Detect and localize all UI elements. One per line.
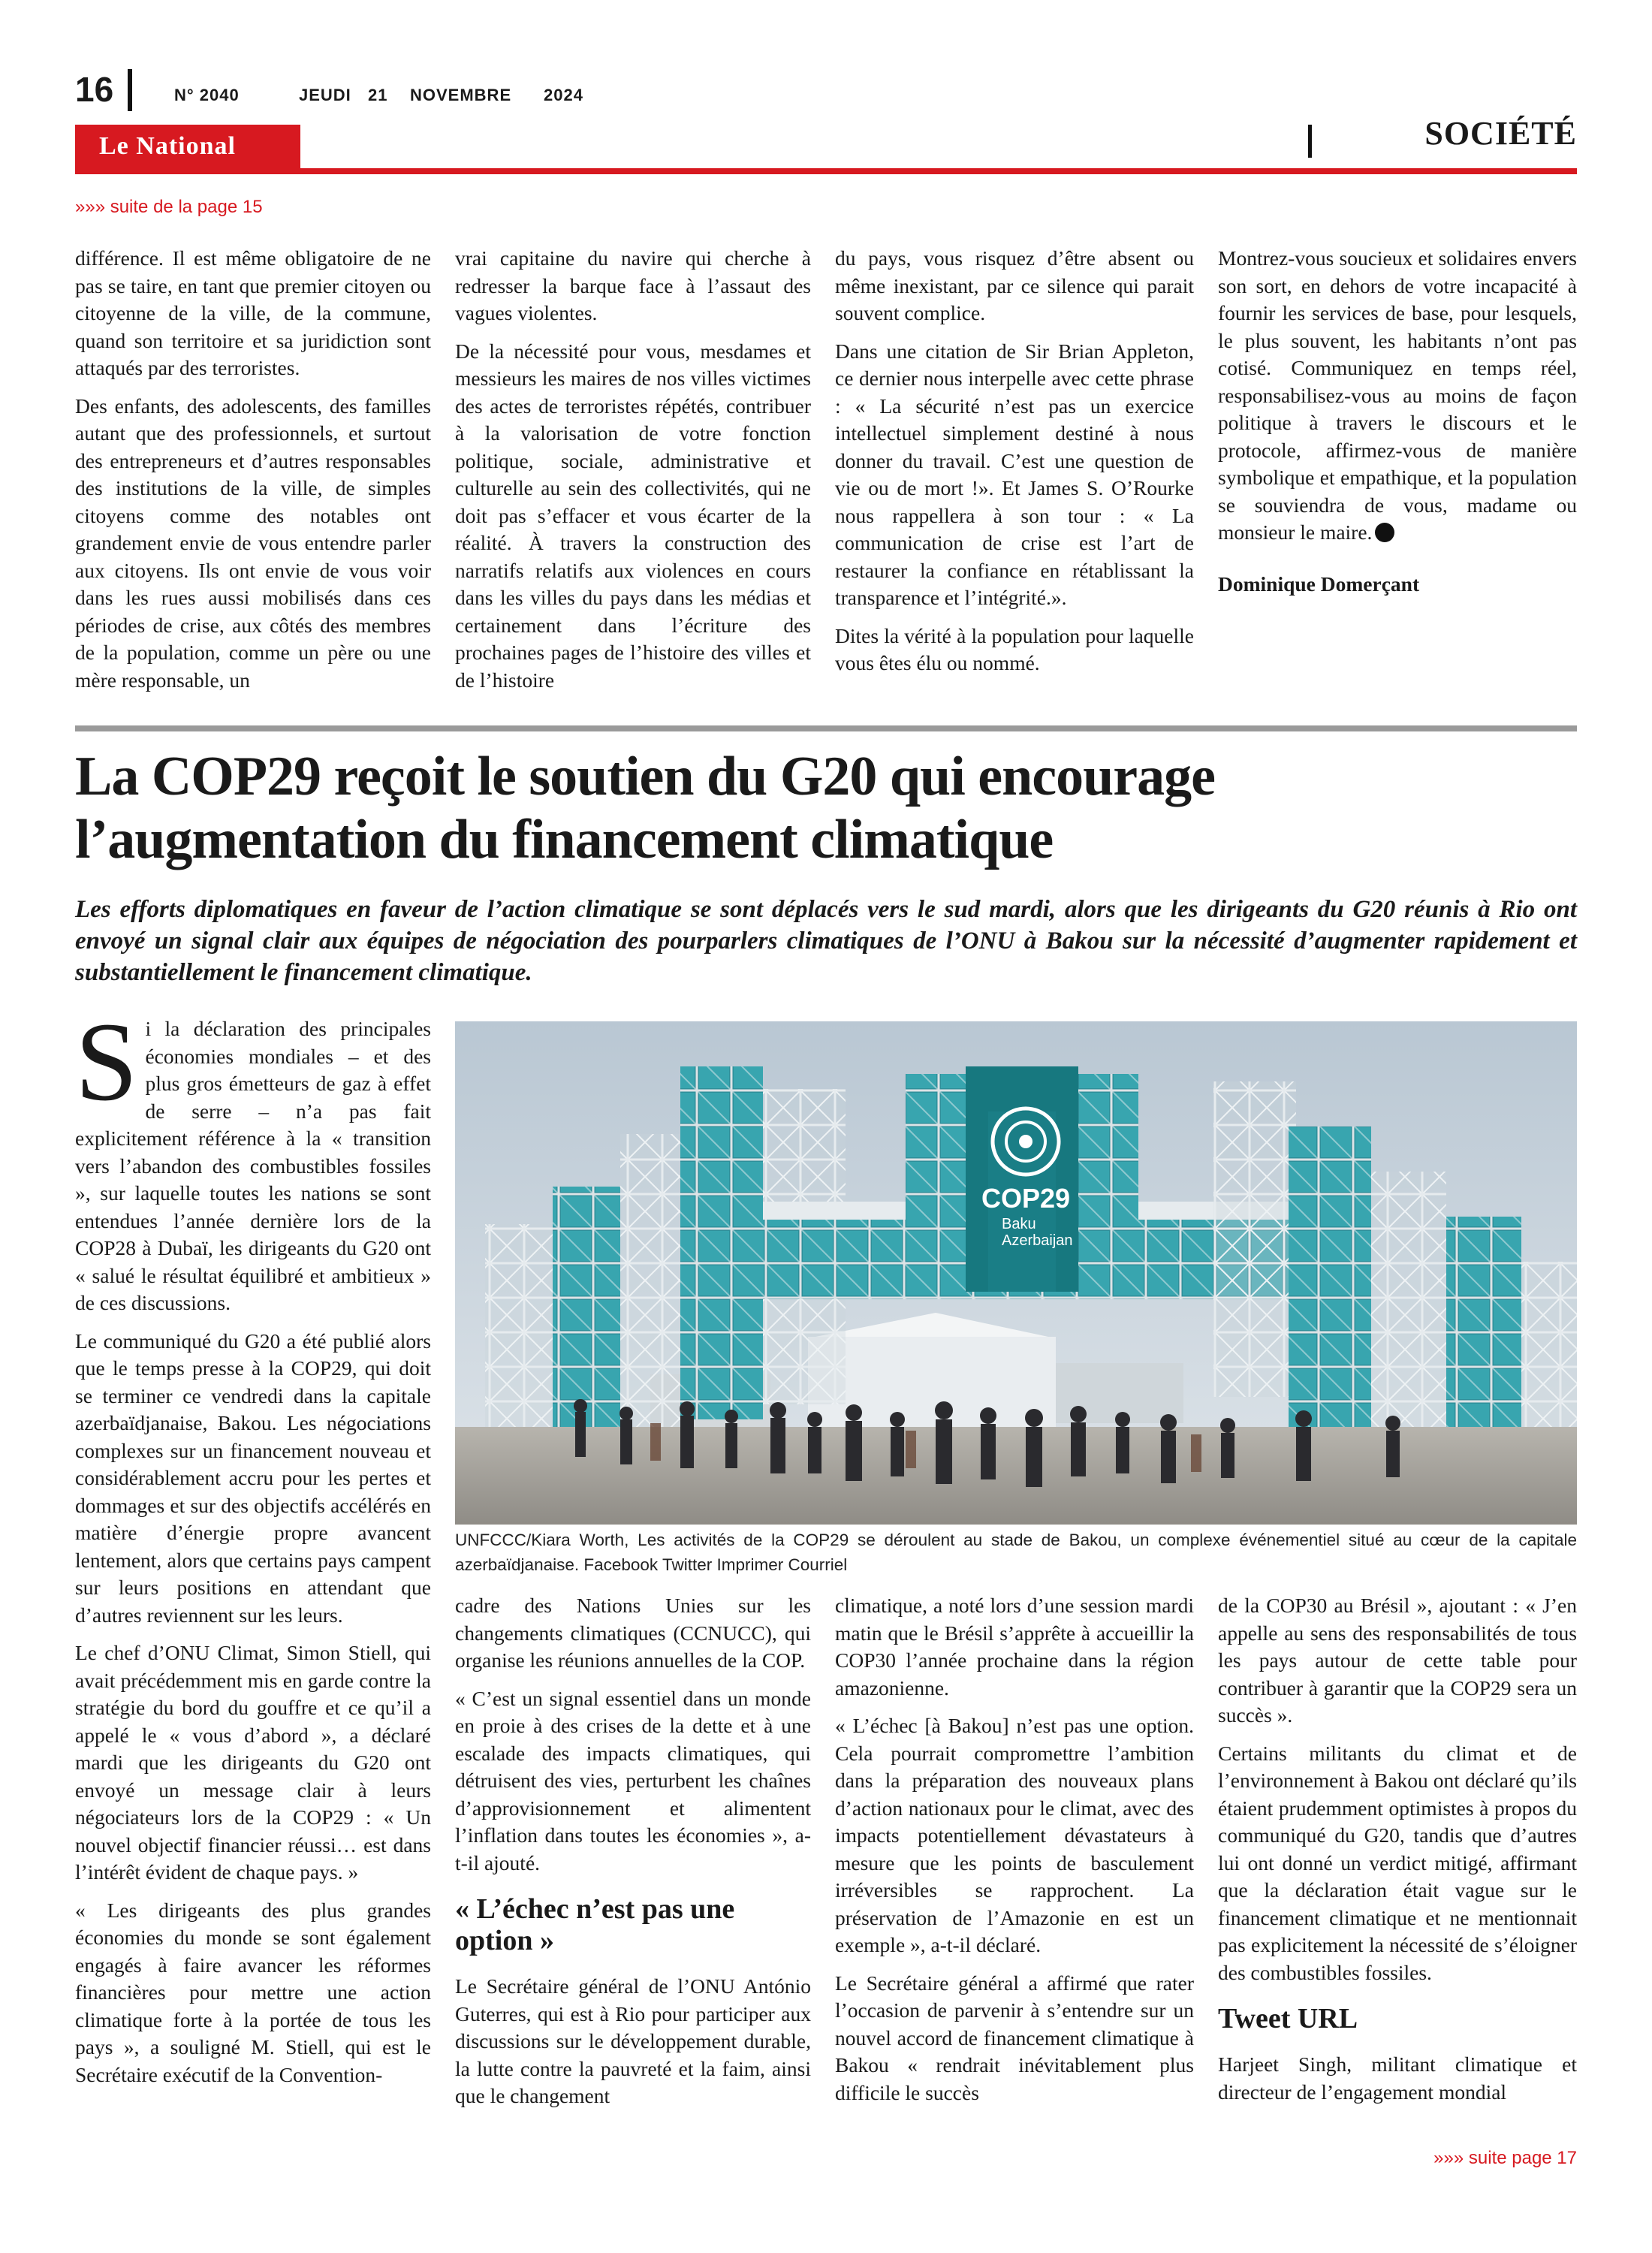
paragraph: de la COP30 au Brésil », ajoutant : « J’en appelle au sens des responsabilités de tous les pays autour de cette table pour contribuer à garantir que la COP29 sera un succès ». bbox=[1218, 1594, 1577, 1727]
prev-article-column-2 bbox=[455, 245, 811, 704]
article-column-4 bbox=[1218, 1592, 1577, 2116]
paragraph: Dites la vérité à la population pour laquelle vous êtes élu ou nommé. bbox=[835, 623, 1194, 674]
paragraph: différence. Il est même obligatoire de ne pas se taire, en tant que premier citoyen ou citoyenne de la ville, de la commune, quand son territoire et sa juridiction sont attaqués par des terroristes. bbox=[75, 246, 431, 379]
article-column-1 bbox=[75, 1000, 431, 2099]
continued-from-link[interactable]: »»» suite de la page 15 bbox=[75, 197, 263, 217]
author-signature: Dominique Domerçant bbox=[1218, 572, 1420, 596]
paragraph: du pays, vous risquez d’être absent ou même inexistant, par ce silence qui parait souvent complice. bbox=[835, 246, 1194, 324]
issue-day: JEUDI bbox=[299, 86, 351, 104]
header-rule bbox=[75, 168, 1577, 174]
paragraph: Certains militants du climat et de l’environnement à Bakou ont déclaré qu’ils étaient prudemment optimistes à propos du communiqué du G20, tandis que d’autres lui ont donné un verdict mitigé, affirmant que la déclaration était vague sur le financement climatique et ne mentionnait pas explicitement la nécessité de s’éloigner des combustibles fossiles. bbox=[1218, 1741, 1577, 1984]
issue-month: NOVEMBRE bbox=[410, 86, 512, 104]
paragraph-text: i la déclaration des principales économies mondiales – et des plus gros émetteurs de gaz à effet de serre – n’a pas fait explicitement référence à la « transition vers l’abandon des combustibles fossiles », sur laquelle toutes les nations se sont entendues l’année dernière lors de la COP28 à Dubaï, les dirigeants du G20 ont « salué le résultat équilibré et ambitieux » de ces discussions. bbox=[75, 1017, 431, 1314]
paragraph: Dans une citation de Sir Brian Appleton, ce dernier nous interpelle avec cette phrase : « La sécurité n’est pas un exercice intellectuel simplement destiné à nous donner du travail. C’est une question de vie ou de mort !». Et James S. O’Rourke nous rappellera à son tour : « La communication de crise est l’art de restaurer la confiance en rétablissant la transparence et l’intégrité.». bbox=[835, 339, 1194, 609]
article-column-3 bbox=[835, 1592, 1194, 2117]
section-title: SOCIÉTÉ bbox=[1424, 115, 1577, 152]
prev-article-column-3 bbox=[835, 245, 1194, 688]
paragraph: Harjeet Singh, militant climatique et directeur de l’engagement mondial bbox=[1218, 2052, 1577, 2104]
prev-article-column-1 bbox=[75, 245, 431, 704]
end-mark-icon bbox=[1375, 523, 1394, 542]
page-number-divider bbox=[128, 69, 132, 111]
paragraph bbox=[75, 1000, 431, 1317]
paragraph: cadre des Nations Unies sur les changements climatiques (CCNUCC), qui organise les réunions annuelles de la COP. bbox=[455, 1594, 811, 1672]
sign-azerbaijan: Azerbaijan bbox=[1002, 1232, 1073, 1249]
paragraph: De la nécessité pour vous, mesdames et messieurs les maires de nos villes victimes des actes de terroristes répétés, contribuer à la valorisation de votre fonction politique, sociale, administrative et culturelle au sein des collectivités, qui ne doit pas s’effacer et vous écarter de la réalité. À travers la construction des narratifs relatifs aux violences en cours dans les villes du pays dans les médias et certainement dans l’écriture des prochaines pages de l’histoire des villes et de l’histoire bbox=[455, 339, 811, 692]
subheading: Tweet URL bbox=[1218, 2003, 1358, 2034]
paragraph: « L’échec [à Bakou] n’est pas une option. Cela pourrait compromettre l’ambition dans la préparation des nouveaux plans d’action nationaux pour le climat, avec des impacts potentiellement dévastateurs à mesure que les points de basculement irréversibles se rapprochent. La préservation de l’Amazonie en est un exemple », a-t-il déclaré. bbox=[835, 1714, 1194, 1956]
article-standfirst: Les efforts diplomatiques en faveur de l’action climatique se sont déplacés vers le sud mardi, alors que les dirigeants du G20 réunis à Rio ont envoyé un signal clair aux équipes de négociation des pourparlers climatiques de l’ONU à Bakou sur la nécessité d’augmenter rapidement et substantiellement le financement climatique. bbox=[75, 896, 1577, 986]
sign-cop29: COP29 bbox=[981, 1183, 1071, 1214]
paragraph: Le communiqué du G20 a été publié alors que le temps presse à la COP29, qui doit se terminer ce vendredi dans la capitale azerbaïdjanaise, Bakou. Les négociations complexes sur un financement nouveau et considérablement accru pour les pertes et dommages et sur des objectifs accélérés en matière d’énergie propre avancent lentement, alors que certains pays campent sur leurs positions en attendant que d’autres reviennent sur les leurs. bbox=[75, 1329, 431, 1627]
paragraph: vrai capitaine du navire qui cherche à redresser la barque face à l’assaut des vagues violentes. bbox=[455, 246, 811, 324]
paragraph bbox=[1218, 245, 1577, 547]
drop-cap: S bbox=[75, 1000, 138, 1124]
continued-to-link[interactable]: »»» suite page 17 bbox=[1433, 2148, 1577, 2168]
paragraph: Le Secrétaire général a affirmé que rater l’occasion de parvenir à s’entendre sur un nouvel accord de financement climatique à Bakou « rendrait inévitablement plus difficile le succès bbox=[835, 1971, 1194, 2104]
paragraph-text: Montrez-vous soucieux et solidaires envers son sort, en dehors de votre incapacité à fournir les services de base, pour lesquels, le plus souvent, les habitants n’ont pas cotisé. Communiquez en temps réel, responsabilisez-vous au moins de façon politique à travers le discours et le protocole, affirmez-vous de manière symbolique et empathique, et la population se souviendra de vous, madame ou monsieur le maire. bbox=[1218, 246, 1577, 544]
subheading: « L’échec n’est pas une option » bbox=[455, 1893, 735, 1956]
issue-year: 2024 bbox=[544, 86, 583, 104]
paragraph: Le chef d’ONU Climat, Simon Stiell, qui avait précédemment mis en garde contre la stratégie du bord du gouffre et ce qu’il a appelé le « vous d’abord », a déclaré mardi que les dirigeants du G20 ont envoyé un message clair à leurs négociateurs lors de la COP29 : « Un nouvel objectif financier réussi… est dans l’intérêt évident de chaque pays. » bbox=[75, 1641, 431, 1884]
section-divider bbox=[1308, 125, 1312, 158]
prev-article-column-4 bbox=[1218, 245, 1577, 608]
paragraph: Des enfants, des adolescents, des familles autant que des professionnels, et surtout des entrepreneurs et d’autres responsables des institutions de la ville, de simples citoyens comme des notables ont grandement envie de vous entendre parler aux citoyens. Ils ont envie de vous voir dans les rues aussi mobilisés dans ces périodes de crise, aux côtés des membres de la population, comme un père ou une mère responsable, un bbox=[75, 394, 431, 692]
photo-caption: UNFCCC/Kiara Worth, Les activités de la COP29 se déroulent au stade de Bakou, un complexe événementiel situé au cœur de la capitale azerbaïdjanaise. Facebook Twitter Imprimer Courriel bbox=[455, 1531, 1577, 1574]
page-number: 16 bbox=[75, 70, 114, 109]
article-headline: La COP29 reçoit le soutien du G20 qui encourage l’augmentation du financement climatique bbox=[75, 746, 1215, 870]
issue-number: N° 2040 bbox=[174, 86, 240, 104]
paragraph: « C’est un signal essentiel dans un monde en proie à des crises de la dette et à une escalade des impacts climatiques, qui détruisent des vies, perturbent les chaînes d’approvisionnement et alimentent l’inflation dans toutes les économies », a-t-il ajouté. bbox=[455, 1686, 811, 1874]
article-separator bbox=[75, 725, 1577, 731]
article-photo bbox=[455, 1021, 1577, 1525]
sign-baku: Baku bbox=[1002, 1216, 1036, 1232]
issue-date: 21 bbox=[368, 86, 388, 104]
article-column-2 bbox=[455, 1592, 811, 2121]
paragraph: Le Secrétaire général de l’ONU António Guterres, qui est à Rio pour participer aux discussions sur le développement durable, la lutte contre la pauvreté et la faim, ainsi que le changement bbox=[455, 1974, 811, 2107]
paragraph: « Les dirigeants des plus grandes économies du monde se sont également engagés à faire avancer les réformes financières pour mettre une action climatique forte à la portée de tous les pays », a souligné M. Stiell, qui est le Secrétaire exécutif de la Convention- bbox=[75, 1898, 431, 2086]
paragraph: climatique, a noté lors d’une session mardi matin que le Brésil s’apprête à accueillir la COP30 l’année prochaine dans la région amazonienne. bbox=[835, 1594, 1194, 1700]
brand-logo: Le National bbox=[99, 132, 236, 160]
